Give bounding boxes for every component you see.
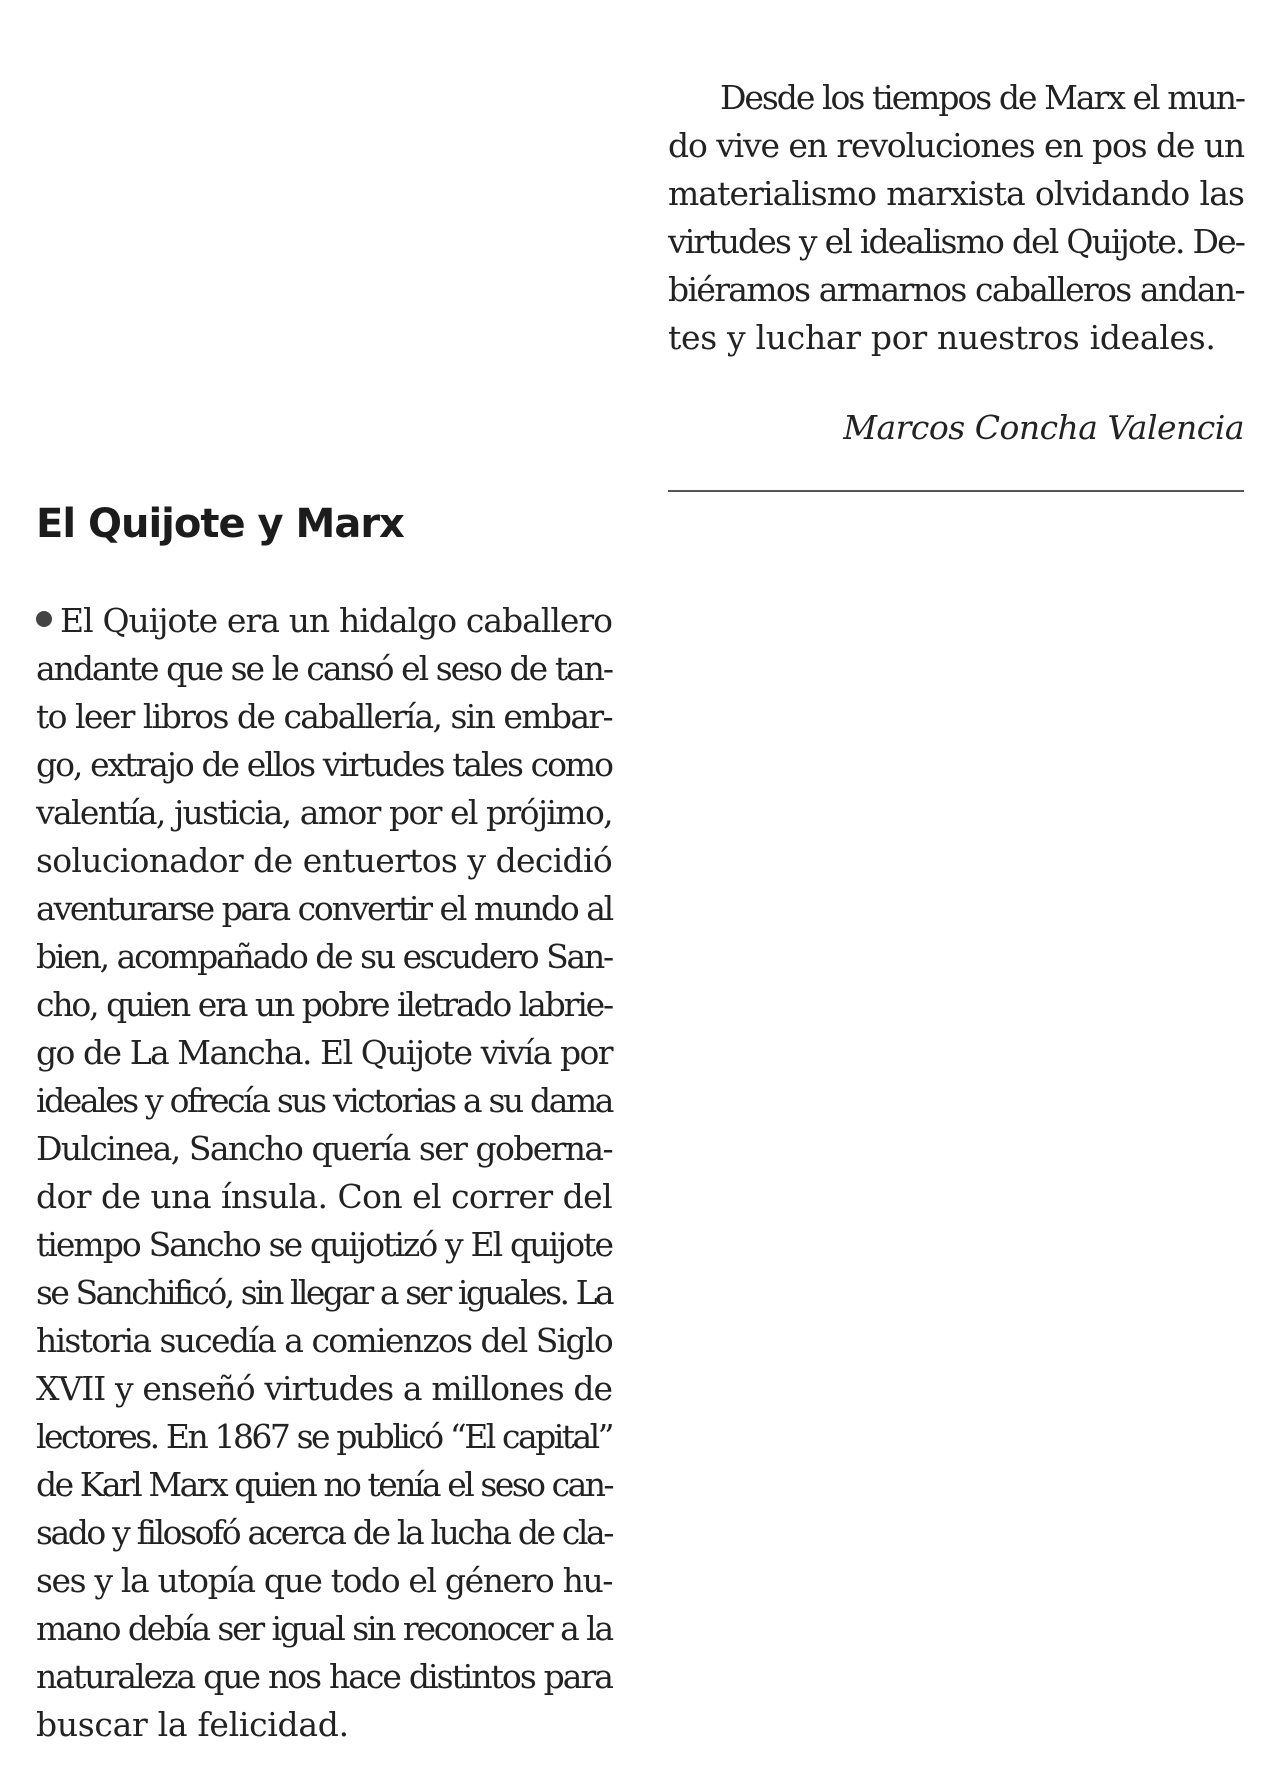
article-title: El Quijote y Marx: [36, 501, 404, 547]
text-line: tes y luchar por nuestros ideales.: [668, 318, 1216, 357]
text-line: valentía, justicia, amor por el prójimo,: [36, 793, 612, 832]
text-line: aventurarse para convertir el mundo al: [36, 889, 612, 928]
text-line: sado y filosofó acerca de la lucha de cla-: [36, 1513, 612, 1552]
text-line: ses y la utopía que todo el género hu-: [36, 1561, 612, 1600]
author-signature: Marcos Concha Valencia: [843, 408, 1244, 447]
text-line-content: El Quijote era un hidalgo caballero: [60, 601, 612, 640]
text-line: naturaleza que nos hace distintos para: [36, 1657, 612, 1696]
text-line: mano debía ser igual sin reconocer a la: [36, 1609, 612, 1648]
text-line: to leer libros de caballería, sin embar-: [36, 697, 612, 736]
text-line: go, extrajo de ellos virtudes tales como: [36, 745, 612, 784]
article-body-column: [36, 597, 612, 1749]
text-line: bien, acompañado de su escudero San-: [36, 937, 612, 976]
section-divider: [668, 490, 1244, 492]
text-line: materialismo marxista olvidando las: [668, 174, 1244, 213]
text-line-first: [36, 597, 612, 645]
text-line: do vive en revoluciones en pos de un: [668, 126, 1244, 165]
text-line: ideales y ofrecía sus victorias a su dama: [36, 1081, 612, 1120]
text-line: virtudes y el idealismo del Quijote. De-: [668, 222, 1244, 261]
text-line: cho, quien era un pobre iletrado labrie-: [36, 985, 612, 1024]
text-line: XVII y enseñó virtudes a millones de: [36, 1369, 612, 1408]
text-line: buscar la felicidad.: [36, 1705, 349, 1744]
text-line: lectores. En 1867 se publicó “El capital”: [36, 1417, 612, 1456]
text-line: solucionador de entuertos y decidió: [36, 841, 612, 880]
text-line: go de La Mancha. El Quijote vivía por: [36, 1033, 612, 1072]
article-paragraph: [36, 597, 612, 1749]
text-line: biéramos armarnos caballeros andan-: [668, 270, 1244, 309]
text-line: Dulcinea, Sancho quería ser goberna-: [36, 1129, 612, 1168]
letter-excerpt-paragraph: [668, 74, 1244, 362]
text-line: de Karl Marx quien no tenía el seso can-: [36, 1465, 612, 1504]
text-line: dor de una ínsula. Con el correr del: [36, 1177, 612, 1216]
bullet-icon: [36, 611, 52, 627]
text-line: Desde los tiempos de Marx el mun-: [720, 78, 1244, 117]
letter-excerpt-column: [668, 74, 1244, 362]
text-line: andante que se le cansó el seso de tan-: [36, 649, 612, 688]
text-line: se Sanchificó, sin llegar a ser iguales. La: [36, 1273, 612, 1312]
text-line: historia sucedía a comienzos del Siglo: [36, 1321, 612, 1360]
text-line: tiempo Sancho se quijotizó y El quijote: [36, 1225, 612, 1264]
